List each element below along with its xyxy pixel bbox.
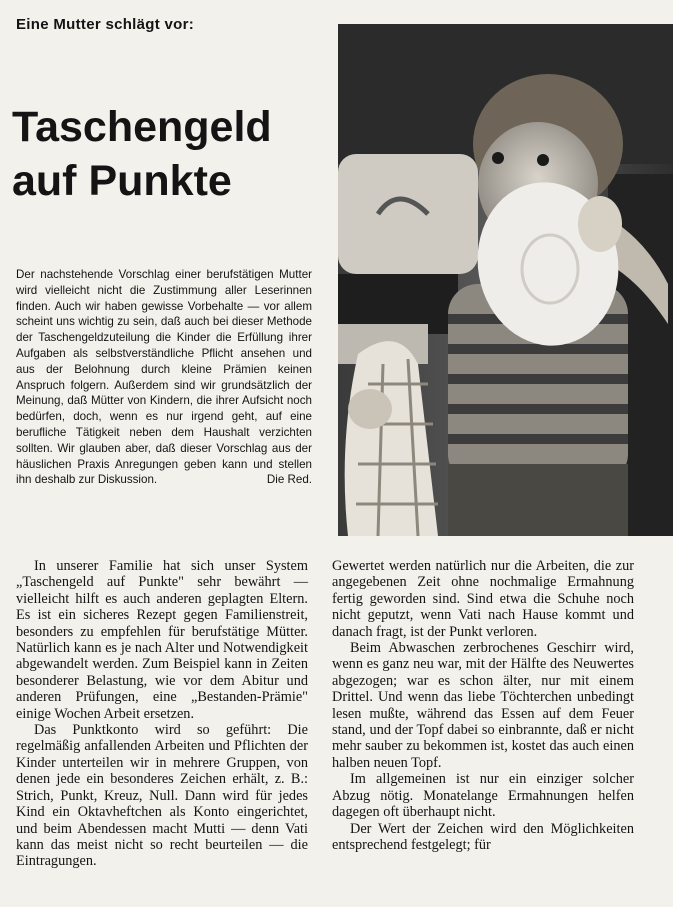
kicker: Eine Mutter schlägt vor: xyxy=(16,16,195,33)
headline-line-2: auf Punkte xyxy=(12,157,232,205)
paragraph: Im allgemeinen ist nur ein einziger solcher Abzug nötig. Monatelange Ermahnungen helfen dagegen oft überhaupt nicht. xyxy=(332,771,634,821)
paragraph: Gewertet werden natürlich nur die Arbeiten, die zur angegebenen Zeit ohne nochmalige Ermahnung fertig geworden sind. Sind etwa die Schuhe noch nicht geputzt, wenn Vati nach Hause kommt und danach fragt, ist der Punkt verloren. xyxy=(332,558,634,640)
editorial-intro xyxy=(16,267,312,488)
headline-line-1: Taschengeld xyxy=(12,103,272,151)
article-column-1 xyxy=(16,558,308,870)
headline xyxy=(12,100,332,208)
child-with-plate-photo xyxy=(338,24,673,536)
intro-text: Der nachstehende Vorschlag einer berufstätigen Mutter wird vielleicht nicht die Zustimmung aller Leserinnen finden. Auch wir haben gewisse Vorbehalte — vor allem scheint uns wichtig zu sein, daß auch bei dieser Methode der Taschengeldzuteilung die Kinder die Erfüllung ihrer Aufgaben als selbstverständliche Pflicht ansehen und aus der Belohnung durch kleine Prämien keinen Anspruch folgern. Außerdem sind wir grundsätzlich der Meinung, daß Mütter von Kindern, die ihrer Aufsicht noch bedürfen, doch, wenn es nur irgend geht, auf eine berufliche Tätigkeit neben dem Haushalt verzichten sollten. Wir glauben aber, daß dieser Vorschlag aus der häuslichen Praxis Anregungen geben kann und stellen ihn deshalb zur Diskussion. xyxy=(16,268,312,487)
paragraph: Beim Abwaschen zerbrochenes Geschirr wird, wenn es ganz neu war, mit der Hälfte des Neuwertes abgezogen; war es schon älter, nur mit einem Drittel. Und wenn das liebe Töchterchen unbedingt lesen mußte, während das Essen auf dem Feuer stand, und der Topf dabei so einbrannte, daß er nicht mehr sauber zu bekommen ist, kostet das auch einen halben neuen Topf. xyxy=(332,640,634,771)
article-column-2 xyxy=(332,558,634,853)
paragraph: In unserer Familie hat sich unser System „Taschengeld auf Punkte" sehr bewährt — vielleicht hilft es auch anderen geplagten Eltern. Es ist ein sicheres Rezept gegen Familienstreit, besonders zu empfehlen für berufstätige Mütter. Natürlich kann es je nach Alter und Notwendigkeit abgewandelt werden. Zum Beispiel kann in Zeiten besonderer Belastung, wie vor dem Abitur und anderen Prüfungen, eine „Bestanden-Prämie" einige Wochen Arbeit ersetzen. xyxy=(16,558,308,722)
photo-illustration xyxy=(338,24,673,536)
paragraph: Das Punktkonto wird so geführt: Die regelmäßig anfallenden Arbeiten und Pflichten der Kinder unterteilen wir in mehrere Gruppen, von denen jede ein besonderes Zeichen erhält, z. B.: Strich, Punkt, Kreuz, Null. Dann wird für jedes Kind ein Oktavheftchen als Konto eingerichtet, und beim Abendessen macht Mutti — denn Vati kann das meist nicht so recht beurteilen — die Eintragungen. xyxy=(16,722,308,870)
editor-signature: Die Red. xyxy=(266,473,312,487)
paragraph: Der Wert der Zeichen wird den Möglichkeiten entsprechend festgelegt; für xyxy=(332,820,634,853)
